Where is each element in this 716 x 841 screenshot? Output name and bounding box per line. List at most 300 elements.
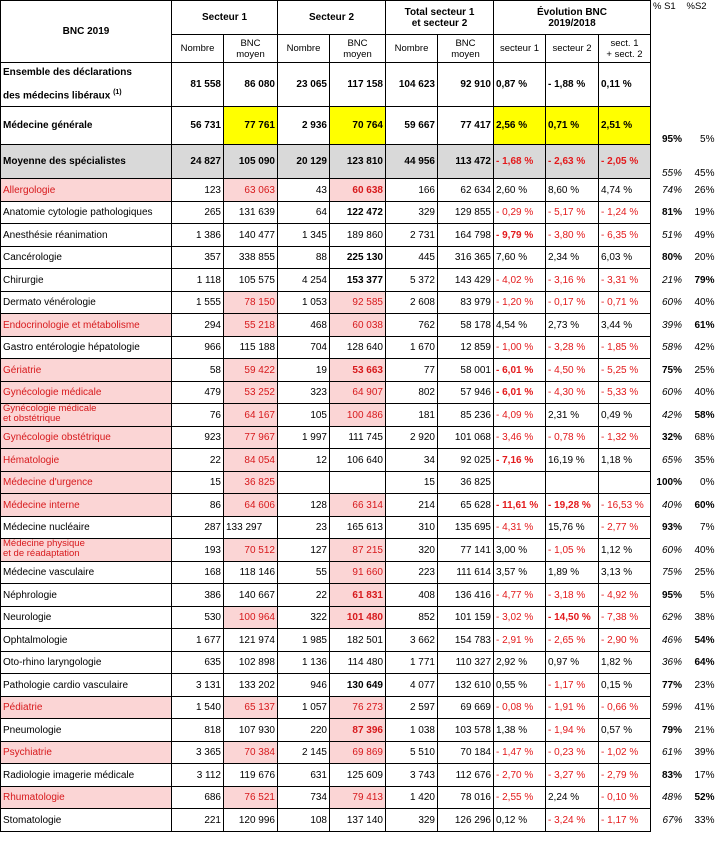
cell: 117 158 <box>330 63 386 107</box>
cell: 81 558 <box>172 63 224 107</box>
cell: - 0,29 % <box>494 201 546 224</box>
cell: 133 297 <box>224 516 278 539</box>
cell: 60 638 <box>330 179 386 202</box>
cell: 86 <box>172 494 224 517</box>
cell: 23 065 <box>278 63 330 107</box>
cell: 5 510 <box>386 741 438 764</box>
cell: 64 907 <box>330 381 386 404</box>
table-row <box>1 651 716 674</box>
subheader-nombre: Nombre <box>386 35 438 63</box>
cell: 104 623 <box>386 63 438 107</box>
cell: 128 640 <box>330 336 386 359</box>
table-row <box>1 494 716 517</box>
cell: - 3,27 % <box>546 764 599 787</box>
cell: 12 859 <box>438 336 494 359</box>
cell: 2,51 % <box>599 107 651 145</box>
cell: 323 <box>278 381 330 404</box>
table-title: BNC 2019 <box>1 1 172 63</box>
cell: 136 416 <box>438 584 494 607</box>
pct-s2: 39% <box>694 747 715 759</box>
cell: - 4,09 % <box>494 404 546 427</box>
pct-s2: 20% <box>694 252 715 264</box>
table-row <box>1 471 716 494</box>
spacer <box>651 63 685 107</box>
cell: 91 660 <box>330 561 386 584</box>
cell: 704 <box>278 336 330 359</box>
cell: - 3,46 % <box>494 426 546 449</box>
cell: 56 731 <box>172 107 224 145</box>
cell: 1,82 % <box>599 651 651 674</box>
cell: 112 676 <box>438 764 494 787</box>
cell: - 6,01 % <box>494 359 546 382</box>
cell: 193 <box>172 539 224 562</box>
cell: - 0,17 % <box>546 291 599 314</box>
pct-s2: 41% <box>694 702 715 714</box>
cell: 58 001 <box>438 359 494 382</box>
cell: 2 920 <box>386 426 438 449</box>
pct-s2: 25% <box>694 567 715 579</box>
cell: 2 608 <box>386 291 438 314</box>
specialty-label: Neurologie <box>1 606 172 629</box>
table-row <box>1 246 716 269</box>
cell: 923 <box>172 426 224 449</box>
pct-s1: 100% <box>656 477 682 489</box>
table-row <box>1 224 716 247</box>
cell: 64 <box>278 201 330 224</box>
cell: 468 <box>278 314 330 337</box>
cell: 322 <box>278 606 330 629</box>
cell: 2 597 <box>386 696 438 719</box>
spacer <box>685 63 716 107</box>
specialty-label: Ophtalmologie <box>1 629 172 652</box>
cell: 1 386 <box>172 224 224 247</box>
cell: - 1,24 % <box>599 201 651 224</box>
cell: 110 327 <box>438 651 494 674</box>
subheader-nombre: Nombre <box>278 35 330 63</box>
cell: 1 985 <box>278 629 330 652</box>
cell: 631 <box>278 764 330 787</box>
cell: 2,24 % <box>546 786 599 809</box>
table-row <box>1 179 716 202</box>
cell: 168 <box>172 561 224 584</box>
cell: 1 053 <box>278 291 330 314</box>
cell: 88 <box>278 246 330 269</box>
cell: 108 <box>278 809 330 832</box>
cell: 214 <box>386 494 438 517</box>
cell: 59 667 <box>386 107 438 145</box>
cell: 3,57 % <box>494 561 546 584</box>
cell: 140 667 <box>224 584 278 607</box>
subheader-evo-secteur-1: secteur 1 <box>494 35 546 63</box>
specialty-label: Médecine physique et de réadaptation <box>1 539 172 562</box>
cell: 15 <box>172 471 224 494</box>
cell: - 1,17 % <box>546 674 599 697</box>
cell: - 2,63 % <box>546 145 599 179</box>
cell: 635 <box>172 651 224 674</box>
pct-s1: 75% <box>661 364 682 376</box>
specialty-label: Hématologie <box>1 449 172 472</box>
cell: 106 640 <box>330 449 386 472</box>
pct-s2: 35% <box>694 454 715 466</box>
cell: 58 178 <box>438 314 494 337</box>
cell: 154 783 <box>438 629 494 652</box>
cell: 132 610 <box>438 674 494 697</box>
cell: 20 129 <box>278 145 330 179</box>
header-evolution: Évolution BNC 2019/2018 <box>494 1 651 35</box>
specialty-label: Gastro entérologie hépatologie <box>1 336 172 359</box>
cell: 3 112 <box>172 764 224 787</box>
cell: 12 <box>278 449 330 472</box>
pct-s1: 51% <box>661 229 682 241</box>
pct-s2: 5% <box>700 589 715 601</box>
cell: - 6,35 % <box>599 224 651 247</box>
cell: - 5,33 % <box>599 381 651 404</box>
table-row <box>1 381 716 404</box>
cell <box>599 471 651 494</box>
label-medecine-generale: Médecine générale <box>1 107 172 145</box>
table-row <box>1 359 716 382</box>
pct-s1: 46% <box>661 634 682 646</box>
table-row <box>1 629 716 652</box>
cell: 60 038 <box>330 314 386 337</box>
header-pct-s2: %S2 <box>686 0 707 12</box>
subheader-evo-total: sect. 1 + sect. 2 <box>599 35 651 63</box>
pct-s2: 49% <box>694 229 715 241</box>
label-ensemble: Ensemble des déclarations des médecins libéraux $^{(1)}$ <box>1 63 172 107</box>
label-moyenne-specialistes: Moyenne des spécialistes <box>1 145 172 179</box>
cell: 19 <box>278 359 330 382</box>
pct-s2: 0% <box>700 477 715 489</box>
table-body <box>1 1 716 832</box>
pct-s1: 62% <box>661 612 682 624</box>
header-row-1 <box>1 1 716 35</box>
cell: 70 764 <box>330 107 386 145</box>
cell: - 0,10 % <box>599 786 651 809</box>
cell: 53 663 <box>330 359 386 382</box>
cell: 153 377 <box>330 269 386 292</box>
cell: 2,34 % <box>546 246 599 269</box>
specialty-label: Gériatrie <box>1 359 172 382</box>
cell: 79 413 <box>330 786 386 809</box>
cell: 70 512 <box>224 539 278 562</box>
pct-s1: 79% <box>661 724 682 736</box>
cell: - 1,00 % <box>494 336 546 359</box>
header-secteur-2: Secteur 2 <box>278 1 386 35</box>
cell: 3,00 % <box>494 539 546 562</box>
cell: 1 771 <box>386 651 438 674</box>
table-row <box>1 269 716 292</box>
specialty-label: Gynécologie médicale <box>1 381 172 404</box>
pct-s2: 21% <box>694 724 715 736</box>
cell: 329 <box>386 809 438 832</box>
specialty-label: Psychiatrie <box>1 741 172 764</box>
cell: - 0,23 % <box>546 741 599 764</box>
cell: - 3,80 % <box>546 224 599 247</box>
cell: 310 <box>386 516 438 539</box>
cell: 15,76 % <box>546 516 599 539</box>
specialty-label: Médecine interne <box>1 494 172 517</box>
cell: 101 480 <box>330 606 386 629</box>
cell: - 14,50 % <box>546 606 599 629</box>
cell: 2 936 <box>278 107 330 145</box>
cell: 92 025 <box>438 449 494 472</box>
pct-s1: 48% <box>661 792 682 804</box>
table-row <box>1 314 716 337</box>
cell: 2,73 % <box>546 314 599 337</box>
cell: - 1,47 % <box>494 741 546 764</box>
cell: 2 731 <box>386 224 438 247</box>
cell: 70 184 <box>438 741 494 764</box>
cell: 137 140 <box>330 809 386 832</box>
cell: 131 639 <box>224 201 278 224</box>
pct-s1: 36% <box>661 657 682 669</box>
cell: 0,12 % <box>494 809 546 832</box>
pct-s2: 26% <box>694 184 715 196</box>
pct-s1: 65% <box>661 454 682 466</box>
cell: 4 077 <box>386 674 438 697</box>
cell: 818 <box>172 719 224 742</box>
cell: - 2,77 % <box>599 516 651 539</box>
cell: 24 827 <box>172 145 224 179</box>
cell: 316 365 <box>438 246 494 269</box>
cell: 34 <box>386 449 438 472</box>
cell: 111 745 <box>330 426 386 449</box>
cell: 166 <box>386 179 438 202</box>
cell: 2,31 % <box>546 404 599 427</box>
cell: 1,12 % <box>599 539 651 562</box>
cell: 1 136 <box>278 651 330 674</box>
table-row <box>1 786 716 809</box>
cell: 126 296 <box>438 809 494 832</box>
cell: - 0,71 % <box>599 291 651 314</box>
specialty-label: Dermato vénérologie <box>1 291 172 314</box>
cell: - 1,91 % <box>546 696 599 719</box>
subheader-bnc-moyen: BNC moyen <box>330 35 386 63</box>
cell: 3,44 % <box>599 314 651 337</box>
pct-s2: 68% <box>694 432 715 444</box>
pct-s2: 58% <box>694 409 715 421</box>
cell: 294 <box>172 314 224 337</box>
pct-s2: 19% <box>694 207 715 219</box>
cell: 329 <box>386 201 438 224</box>
cell: 2 145 <box>278 741 330 764</box>
specialty-label: Anatomie cytologie pathologiques <box>1 201 172 224</box>
cell: 0,49 % <box>599 404 651 427</box>
cell: 85 236 <box>438 404 494 427</box>
row-moyenne-specialistes <box>1 145 716 179</box>
pct-s1: 67% <box>662 814 683 826</box>
cell: 76 273 <box>330 696 386 719</box>
pct-s2: 23% <box>694 679 715 691</box>
specialty-label: Allergologie <box>1 179 172 202</box>
cell: 107 930 <box>224 719 278 742</box>
row-ensemble <box>1 63 716 107</box>
cell: - 1,17 % <box>599 809 651 832</box>
cell: 66 314 <box>330 494 386 517</box>
subheader-bnc-moyen: BNC moyen <box>224 35 278 63</box>
cell: - 2,79 % <box>599 764 651 787</box>
cell: 0,57 % <box>599 719 651 742</box>
cell: - 3,24 % <box>546 809 599 832</box>
cell: 77 417 <box>438 107 494 145</box>
cell <box>278 471 330 494</box>
cell: 44 956 <box>386 145 438 179</box>
pct-s1: 77% <box>661 679 682 691</box>
cell: - 0,66 % <box>599 696 651 719</box>
cell: - 16,53 % <box>599 494 651 517</box>
cell: 0,55 % <box>494 674 546 697</box>
cell: 83 979 <box>438 291 494 314</box>
cell: 357 <box>172 246 224 269</box>
spacer <box>685 35 716 63</box>
cell: - 1,05 % <box>546 539 599 562</box>
cell: 43 <box>278 179 330 202</box>
cell: - 1,68 % <box>494 145 546 179</box>
pct-s2: 79% <box>694 274 715 286</box>
cell: 1,18 % <box>599 449 651 472</box>
cell <box>546 471 599 494</box>
pct-s1: 60% <box>661 387 682 399</box>
specialty-label: Néphrologie <box>1 584 172 607</box>
cell: 111 614 <box>438 561 494 584</box>
specialty-label: Cancérologie <box>1 246 172 269</box>
cell: 0,87 % <box>494 63 546 107</box>
cell: 3 131 <box>172 674 224 697</box>
cell: 530 <box>172 606 224 629</box>
table-row <box>1 539 716 562</box>
cell: 77 761 <box>224 107 278 145</box>
cell: 143 429 <box>438 269 494 292</box>
spacer <box>651 35 685 63</box>
table-row <box>1 674 716 697</box>
table-row <box>1 584 716 607</box>
cell: 103 578 <box>438 719 494 742</box>
subheader-evo-secteur-2: secteur 2 <box>546 35 599 63</box>
cell: 852 <box>386 606 438 629</box>
cell: 734 <box>278 786 330 809</box>
cell: 57 946 <box>438 381 494 404</box>
cell: 479 <box>172 381 224 404</box>
header-secteur-1: Secteur 1 <box>172 1 278 35</box>
pct-s1: 55% <box>661 167 682 179</box>
cell: 0,15 % <box>599 674 651 697</box>
cell: 5 372 <box>386 269 438 292</box>
cell: 70 384 <box>224 741 278 764</box>
cell: 114 480 <box>330 651 386 674</box>
cell: 130 649 <box>330 674 386 697</box>
cell: 55 <box>278 561 330 584</box>
pct-s1: 95% <box>661 133 682 145</box>
pct-s1: 81% <box>661 207 682 219</box>
pct-s2: 40% <box>694 297 715 309</box>
cell: 128 <box>278 494 330 517</box>
cell: 86 080 <box>224 63 278 107</box>
cell: - 19,28 % <box>546 494 599 517</box>
specialty-label: Pédiatrie <box>1 696 172 719</box>
cell: 4 254 <box>278 269 330 292</box>
cell: 3 743 <box>386 764 438 787</box>
cell: 121 974 <box>224 629 278 652</box>
cell: 221 <box>172 809 224 832</box>
cell: 1 997 <box>278 426 330 449</box>
specialty-label: Pathologie cardio vasculaire <box>1 674 172 697</box>
specialty-label: Radiologie imagerie médicale <box>1 764 172 787</box>
cell: - 3,31 % <box>599 269 651 292</box>
table-row <box>1 719 716 742</box>
specialty-label: Médecine vasculaire <box>1 561 172 584</box>
pct-s1: 95% <box>661 589 682 601</box>
cell: 8,60 % <box>546 179 599 202</box>
table-row <box>1 764 716 787</box>
cell: - 3,18 % <box>546 584 599 607</box>
cell: 65 137 <box>224 696 278 719</box>
cell: - 2,91 % <box>494 629 546 652</box>
cell: 1,89 % <box>546 561 599 584</box>
table-row <box>1 404 716 427</box>
cell: - 5,25 % <box>599 359 651 382</box>
cell: 64 606 <box>224 494 278 517</box>
cell: - 2,90 % <box>599 629 651 652</box>
cell: - 7,16 % <box>494 449 546 472</box>
specialty-label: Gynécologie obstétrique <box>1 426 172 449</box>
cell: - 1,88 % <box>546 63 599 107</box>
cell: - 2,65 % <box>546 629 599 652</box>
pct-s2: 54% <box>694 634 715 646</box>
table-row <box>1 809 716 832</box>
specialty-label: Chirurgie <box>1 269 172 292</box>
cell <box>330 471 386 494</box>
pct-s1: 80% <box>661 252 682 264</box>
cell: 408 <box>386 584 438 607</box>
cell: 22 <box>278 584 330 607</box>
table-row <box>1 516 716 539</box>
cell: 4,74 % <box>599 179 651 202</box>
cell: 1,38 % <box>494 719 546 742</box>
cell: 265 <box>172 201 224 224</box>
table-row <box>1 291 716 314</box>
table-row <box>1 561 716 584</box>
cell: 59 422 <box>224 359 278 382</box>
pct-s2: 40% <box>694 387 715 399</box>
cell: 102 898 <box>224 651 278 674</box>
cell: 87 215 <box>330 539 386 562</box>
cell: 2,92 % <box>494 651 546 674</box>
cell: 189 860 <box>330 224 386 247</box>
pct-s2: 17% <box>694 769 715 781</box>
cell: 23 <box>278 516 330 539</box>
cell: 165 613 <box>330 516 386 539</box>
pct-s1: 42% <box>661 409 682 421</box>
cell: - 1,02 % <box>599 741 651 764</box>
cell: 3,13 % <box>599 561 651 584</box>
cell: 1 677 <box>172 629 224 652</box>
cell <box>494 471 546 494</box>
cell: 105 575 <box>224 269 278 292</box>
pct-s2: 64% <box>694 657 715 669</box>
cell: 1 118 <box>172 269 224 292</box>
cell: 115 188 <box>224 336 278 359</box>
table-row <box>1 741 716 764</box>
cell: 105 090 <box>224 145 278 179</box>
cell: 320 <box>386 539 438 562</box>
cell: 181 <box>386 404 438 427</box>
cell: - 3,28 % <box>546 336 599 359</box>
table-row <box>1 696 716 719</box>
cell: 101 068 <box>438 426 494 449</box>
specialty-label: Pneumologie <box>1 719 172 742</box>
cell: 61 831 <box>330 584 386 607</box>
pct-s2: 60% <box>694 499 715 511</box>
